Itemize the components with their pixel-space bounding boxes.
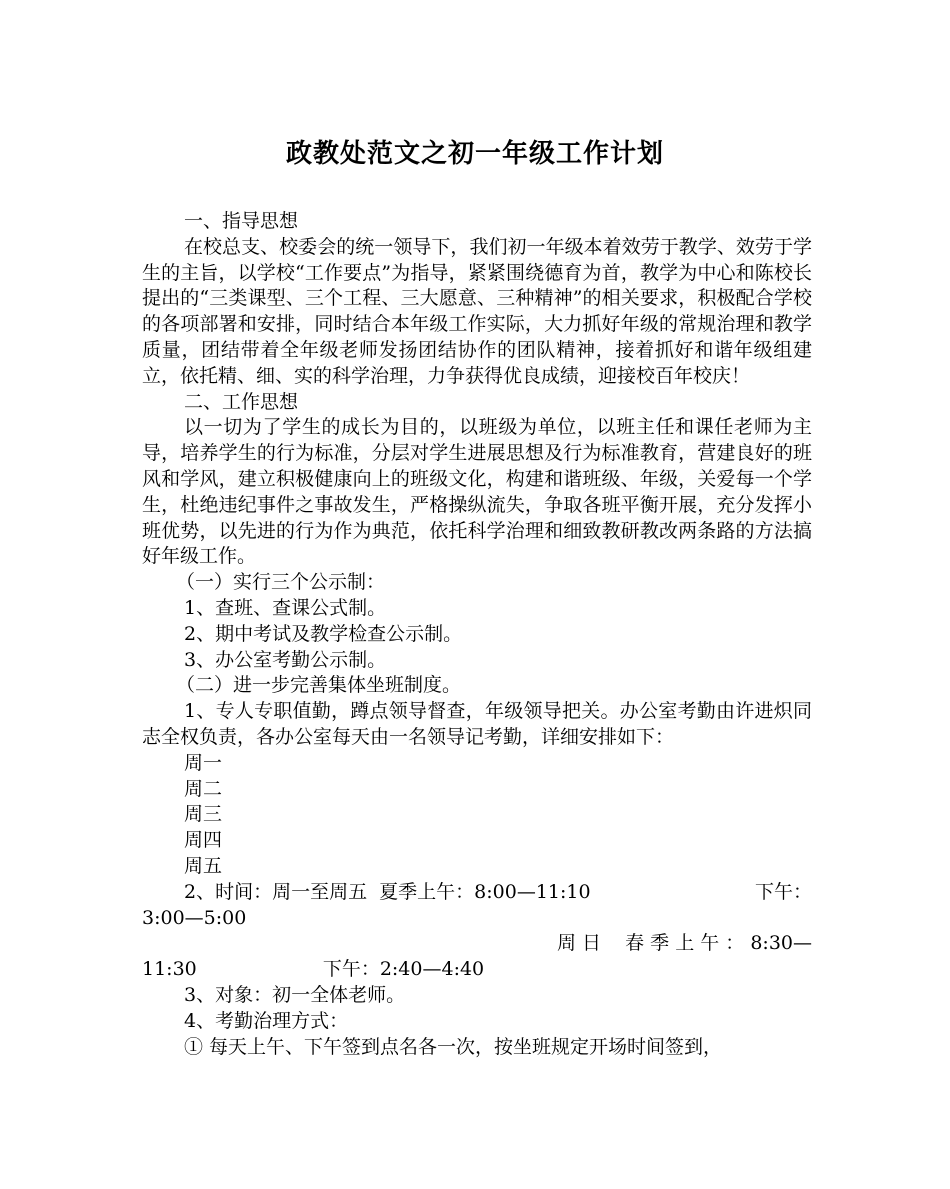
list-item: 2、期中考试及教学检查公示制。 [184, 622, 463, 645]
paragraph-guiding-thought: 在校总支、校委会的统一领导下，我们初一年级本着效劳于教学、效劳于学生的主旨，以学校“工作要点”为指导，紧紧围绕德育为首，教学为中心和陈校长提出的“三类课型、三个工程、三大愿意、三种精神”的相关要求，积极配合学校的各项部署和安排，同时结合本年级工作实际，大力抓好年级的常规治理和教学质量，团结带着全年级老师发扬团结协作的团队精神，接着抓好和谐年级组建立，依托精、细、实的科学治理，力争获得优良成绩，迎接校百年校庆！ [142, 235, 812, 387]
subsection-heading-publicity: （一）实行三个公示制： [176, 571, 386, 594]
time-summer-afternoon: 3:00—5:00 [142, 906, 247, 929]
paragraph-duty: 1、专人专职值勤，蹲点领导督查，年级领导把关。办公室考勤由许进炽同志全权负责，各办公室每天由一名领导记考勤，详细安排如下： [142, 700, 812, 748]
list-item: 3、对象：初一全体老师。 [184, 983, 406, 1006]
day-item: 周四 [184, 829, 223, 852]
subsection-heading-attendance: （二）进一步完善集体坐班制度。 [176, 674, 462, 697]
paragraph-work-thought: 以一切为了学生的成长为目的，以班级为单位，以班主任和课任老师为主导，培养学生的行为标准，分层对学生进展思想及行为标准教育，营建良好的班风和学风，建立积极健康向上的班级文化，构建和谐班级、年级，关爱每一个学生，杜绝违纪事件之事故发生，严格操纵流失，争取各班平衡开展，充分发挥小班优势，以先进的行为作为典范，依托科学治理和细致教研教改两条路的方法搞好年级工作。 [142, 416, 812, 568]
list-item: 4、考勤治理方式： [184, 1009, 349, 1032]
section-heading-guiding-thought: 一、指导思想 [184, 210, 299, 232]
document-body [142, 209, 812, 1060]
time-sunday-spring: 周 日 春 季 上 午 ： 8:30— [556, 932, 812, 955]
time-spring-afternoon: 下午：2:40—4:40 [322, 958, 485, 981]
section-heading-work-thought: 二、工作思想 [184, 390, 299, 413]
day-item: 周二 [184, 777, 223, 800]
list-item: 1、查班、查课公式制。 [184, 596, 387, 619]
time-spring-morning-end: 11:30 [142, 958, 197, 981]
day-item: 周三 [184, 803, 223, 826]
time-line-4 [142, 957, 812, 983]
time-summer-morning: 2、时间：周一至周五 夏季上午：8:00—11:10 [184, 880, 591, 903]
list-item: 3、办公室考勤公示制。 [184, 648, 387, 671]
day-item: 周五 [184, 854, 223, 877]
day-item: 周一 [184, 751, 223, 774]
list-item: ① 每天上午、下午签到点名各一次，按坐班规定开场时间签到， [184, 1035, 723, 1058]
page-title: 政教处范文之初一年级工作计划 [285, 139, 664, 169]
time-afternoon-label: 下午： [754, 880, 812, 903]
time-line-1 [142, 880, 812, 906]
